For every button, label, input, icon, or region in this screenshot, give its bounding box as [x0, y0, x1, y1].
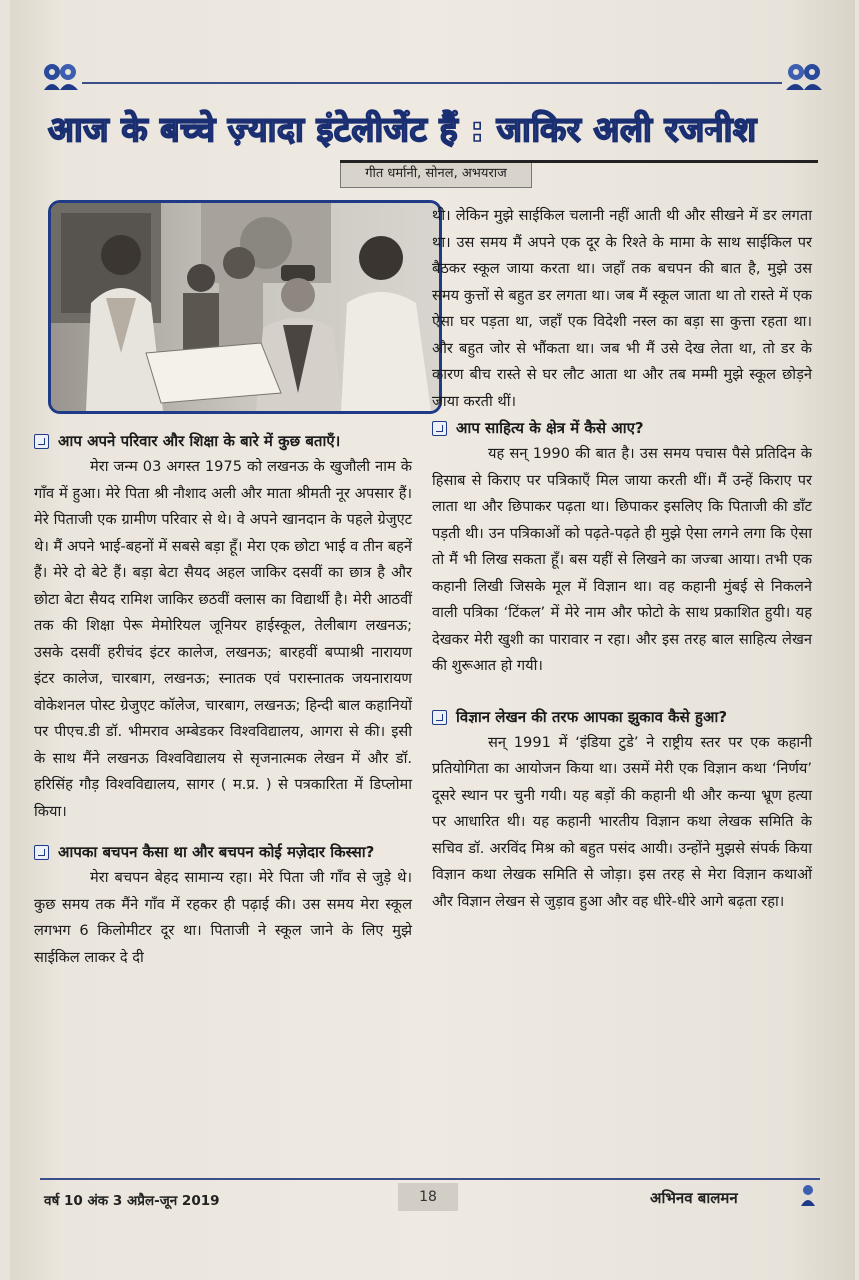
- magazine-page: [10, 0, 855, 1280]
- children-ornament-icon: [782, 60, 824, 94]
- answer-paragraph: थी। लेकिन मुझे साईकिल चलानी नहीं आती थी और सीखने में डर लगता था। उस समय मैं अपने एक दूर के रिश्ते के मामा के साथ साईकिल पर बैठकर स्कूल जाया करता था। जहाँ तक बचपन की बात है, मुझे उस समय कुत्तों से बहुत डर लगता था। जब मैं स्कूल जाता था तो रास्ते में एक ऐसा घर पड़ता था, जहाँ एक विदेशी नस्ल का बड़ा सा कुत्ता रहता था। और बहुत जोर से भौंकता था। जब भी मैं उसे देख लेता था, तो डर के कारण बीच रास्ते से घर लौट आता था और तब मम्मी मुझे स्कूल छोड़ने जाया करती थीं।: [432, 207, 812, 410]
- checkbox-bullet-icon: [432, 710, 447, 725]
- child-ornament-icon: [800, 1184, 816, 1206]
- answer-paragraph: यह सन् 1990 की बात है। उस समय पचास पैसे प्रतिदिन के हिसाब से किराए पर पत्रिकाएँ मिल जाया करती थीं। मैं उन्हें किराए पर लाता था और छिपाकर पढ़ता था। छिपाकर इसलिए कि पिताजी की डाँट पड़ती थी। उन पत्रिकाओं को पढ़ते-पढ़ते ही मुझे ऐसा लगने लगा कि ऐसा तो मैं भी लिख सकता हूँ। बस यहीं से लिखने का जज्बा आया। तभी एक कहानी लिखी जिसके मूल में विज्ञान था। वह कहानी मुंबई से निकलने वाली पत्रिका ‘टिंकल’ में मेरे नाम और फोटो के साथ प्रकाशित हुयी। यह देखकर मेरी खुशी का पारावार न रहा। और इस तरह बाल साहित्य लेखन की शुरूआत हो गयी।: [432, 445, 812, 674]
- magazine-name: अभिनव बालमन: [650, 1189, 738, 1207]
- question-heading: आप अपने परिवार और शिक्षा के बारे में कुछ बताएँ।: [34, 428, 412, 454]
- checkbox-bullet-icon: [34, 845, 49, 860]
- checkbox-bullet-icon: [432, 421, 447, 436]
- answer-paragraph: सन् 1991 में ‘इंडिया टुडे’ ने राष्ट्रीय स्तर पर एक कहानी प्रतियोगिता का आयोजन किया था। उसमें मेरी एक विज्ञान कथा ‘निर्णय’ दूसरे स्थान पर चुनी गयी। यह बड़ों की कहानी थी और कन्या भ्रूण हत्या पर आधारित थी। यह कहानी भारतीय विज्ञान कथा लेखक समिति के सचिव डॉ. अरविंद मिश्र को बहुत पसंद आयी। उन्होंने मुझसे संपर्क किया विज्ञान कथा लेखक समिति से जोड़ा। इस तरह से मेरा विज्ञान कथाओं और विज्ञान लेखन से जुड़ाव हुआ और वह धीरे-धीरे आगे बढ़ता रहा।: [432, 733, 812, 910]
- question-heading: आप साहित्य के क्षेत्र में कैसे आए?: [432, 415, 812, 441]
- checkbox-bullet-icon: [34, 434, 49, 449]
- answer-paragraph: मेरा बचपन बेहद सामान्य रहा। मेरे पिता जी गाँव से जुड़े थे। कुछ समय तक मैंने गाँव में रहकर ही पढ़ाई की। उस समय मेरा स्कूल लगभग 6 किलोमीटर दूर था। पिताजी ने स्कूल जाने के लिए मुझे साईकिल लाकर दे दी: [34, 869, 412, 966]
- footer-divider: [40, 1178, 820, 1180]
- children-ornament-icon: [40, 60, 82, 94]
- article-title: आज के बच्चे ज़्यादा इंटेलीजेंट हैं : जाकिर अली रजनीश: [48, 110, 757, 150]
- question-heading: आपका बचपन कैसा था और बचपन कोई मज़ेदार किस्सा?: [34, 839, 412, 865]
- issue-info: वर्ष 10 अंक 3 अप्रैल-जून 2019: [44, 1193, 220, 1209]
- left-column: [34, 428, 412, 971]
- answer-paragraph: मेरा जन्म 03 अगस्त 1975 को लखनऊ के खुजौली नाम के गाँव में हुआ। मेरे पिता श्री नौशाद अली और माता श्रीमती नूर अपसार हैं। मेरे पिताजी एक ग्रामीण परिवार से थे। वे अपने खानदान के पहले ग्रेजुएट थे। मैं अपने भाई-बहनों में सबसे बड़ा हूँ। मेरा एक छोटा भाई व तीन बहनें हैं। मेरे दो बेटे हैं। बड़ा बेटा सैयद अहल जाकिर दसवीं का छात्र है और छोटा बेटा सैयद रामिश जाकिर छठवीं क्लास का विद्यार्थी है। मेरी आठवीं तक की शिक्षा पेरू मेमोरियल जूनियर हाईस्कूल, तेलीबाग लखनऊ; उसके दसवीं हरीचंद इंटर कालेज, लखनऊ; बारहवीं बप्पाश्री नारायण इंटर कालेज, चारबाग, लखनऊ; स्नातक एवं परास्नातक जयनारायण वोकेशनल पोस्ट ग्रेजुएट कॉलेज, चारबाग, लखनऊ; हिन्दी बाल कहानियों पर पीएच.डी डॉ. भीमराव अम्बेडकर विश्वविद्यालय, आगरा से की। इसी के साथ मैंने लखनऊ विश्वविद्यालय से सृजनात्मक लेखन में और डॉ. हरिसिंह गौड़ विश्वविद्यालय, सागर ( म.प्र. ) से पत्रकारिता में डिप्लोमा किया।: [34, 458, 412, 820]
- photo-illustration: [51, 203, 439, 411]
- page-number: 18: [398, 1183, 458, 1211]
- top-divider: [82, 82, 782, 84]
- article-byline: गीत धर्मानी, सोनल, अभयराज: [340, 163, 532, 188]
- question-heading: विज्ञान लेखन की तरफ आपका झुकाव कैसे हुआ?: [432, 704, 812, 730]
- award-ceremony-photo: [48, 200, 442, 414]
- right-column: [432, 203, 812, 915]
